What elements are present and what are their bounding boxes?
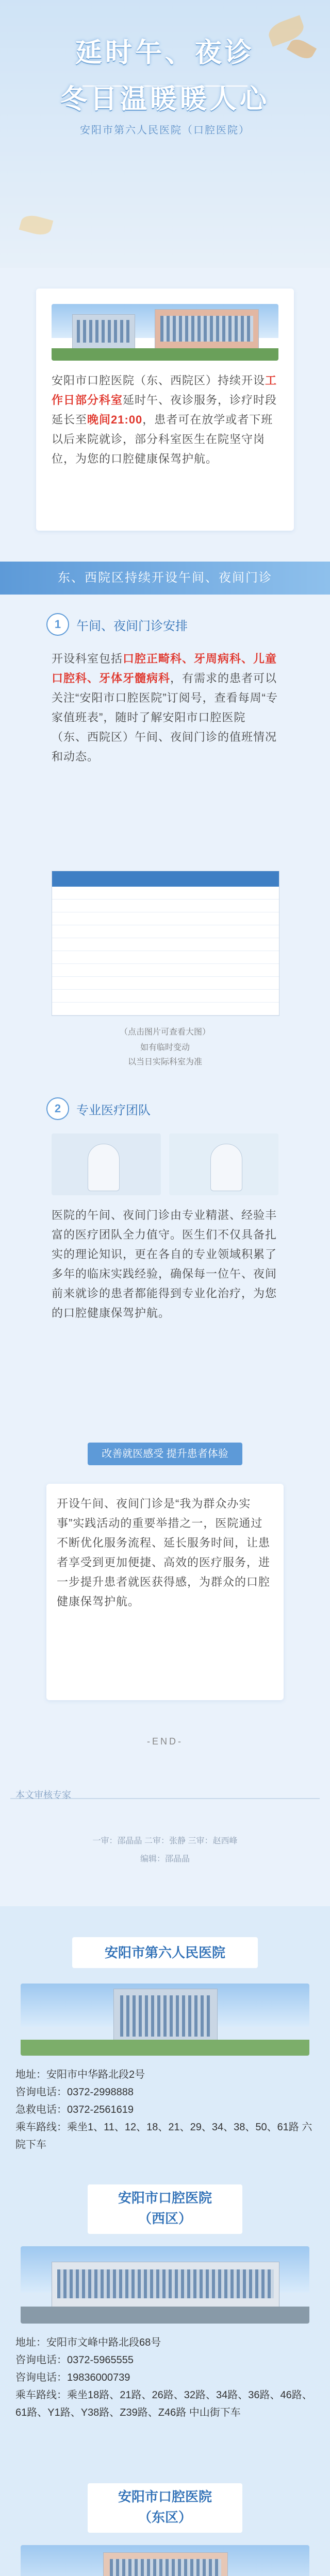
subsection-title: 专业医疗团队 (76, 1103, 151, 1117)
improvement-card (46, 1484, 284, 1700)
improvement-tag: 改善就医感受 提升患者体验 (88, 1443, 242, 1465)
subsection-1-heading (46, 613, 188, 636)
intro-card (36, 289, 294, 531)
hospital-address: 地址：安阳市中华路北段2号 (15, 2069, 145, 2080)
hospital-emergency-phone: 急救电话：0372-2561619 (15, 2104, 134, 2115)
staff-photo-2 (169, 1133, 278, 1195)
table-caption-2: 如有临时变动 (140, 1043, 190, 1052)
table-caption-1: （点击图片可查看大图） (119, 1028, 210, 1037)
section-header: 东、西院区持续开设午间、夜间门诊 (0, 562, 330, 595)
hospital-bus: 乘车路线：乘坐18路、21路、26路、32路、34路、36路、46路、61路、Y1路、Y38路、Z39路、Z46路 中山街下车 (15, 2389, 312, 2418)
hospital-address: 地址：安阳市文峰中路北段68号 (15, 2337, 161, 2348)
credits-editor: 编辑：邵晶晶 (140, 1855, 190, 1863)
hospital-name: 安阳市口腔医院 （西区） (88, 2184, 242, 2234)
credits-label: 本文审核专家 (15, 1790, 71, 1800)
hospital-photo (52, 304, 278, 361)
team-paragraph: 医院的午间、夜间门诊由专业精湛、经验丰富的医疗团队全力值守。医生们不仅具备扎实的理论知识，更在各自的专业领域积累了多年的临床实践经验，确保每一位午、夜间前来就诊的患者都能得到专业化治疗，为您的口腔健康保驾护航。 (52, 1209, 277, 1319)
schedule-paragraph: 开设科室包括口腔正畸科、牙周病科、儿童口腔科、牙体牙髓病科，有需求的患者可以关注“安阳市口腔医院”订阅号，查看每周“专家值班表”，随时了解安阳市口腔医院（东、西院区）午间、夜间门诊的值班情况和动态。 (52, 652, 278, 763)
intro-paragraph: 安阳市口腔医院（东、西院区）持续开设工作日部分科室延时午、夜诊服务，诊疗时段延长至晚间21:00，患者可在放学或者下班以后来院就诊，部分科室医生在院坚守岗位，为您的口腔健康保驾护航。 (52, 374, 277, 465)
hospital-photo (21, 2246, 309, 2324)
hero-title-line1: 延时午、夜诊 (75, 38, 255, 68)
hospital-phone: 咨询电话：0372-5965555 (15, 2354, 134, 2366)
hospital-phone: 咨询电话：0372-2998888 (15, 2087, 134, 2098)
hospital-name: 安阳市口腔医院 （东区） (88, 2483, 242, 2533)
hospital-phone-2: 咨询电话：19836000739 (15, 2372, 130, 2383)
hospital-info-section (0, 1906, 330, 2576)
hero-title-line2: 冬日温暖暖人心 (60, 84, 270, 114)
hospital-name: 安阳市第六人民医院 (72, 1937, 258, 1968)
number-badge: 1 (46, 613, 69, 636)
subsection-2-heading (46, 1097, 151, 1120)
improvement-paragraph: 开设午间、夜间门诊是“我为群众办实事”实践活动的重要举措之一，医院通过不断优化服务流程、延长服务时间，让患者享受到更加便捷、高效的医疗服务，进一步提升患者就医获得感，为群众的口腔健康保驾护航。 (57, 1497, 271, 1608)
end-marker: -END- (147, 1736, 183, 1747)
table-caption-3: 以当日实际科室为准 (127, 1058, 202, 1066)
hospital-photo (21, 2545, 309, 2576)
credits-reviewers: 一审：邵晶晶 二审：张静 三审：赵西峰 (92, 1837, 238, 1845)
hero-subtitle: 安阳市第六人民医院（口腔医院） (80, 125, 250, 136)
duty-table-image[interactable] (52, 871, 279, 1016)
hero-banner (0, 0, 330, 268)
subsection-title: 午间、夜间门诊安排 (76, 619, 188, 633)
staff-photo-1 (52, 1133, 161, 1195)
hospital-photo (21, 1984, 309, 2056)
leaf-decoration (19, 213, 54, 238)
hospital-bus: 乘车路线：乘坐1、11、12、18、21、29、34、38、50、61路 六院下车 (15, 2122, 312, 2150)
number-badge: 2 (46, 1097, 69, 1120)
